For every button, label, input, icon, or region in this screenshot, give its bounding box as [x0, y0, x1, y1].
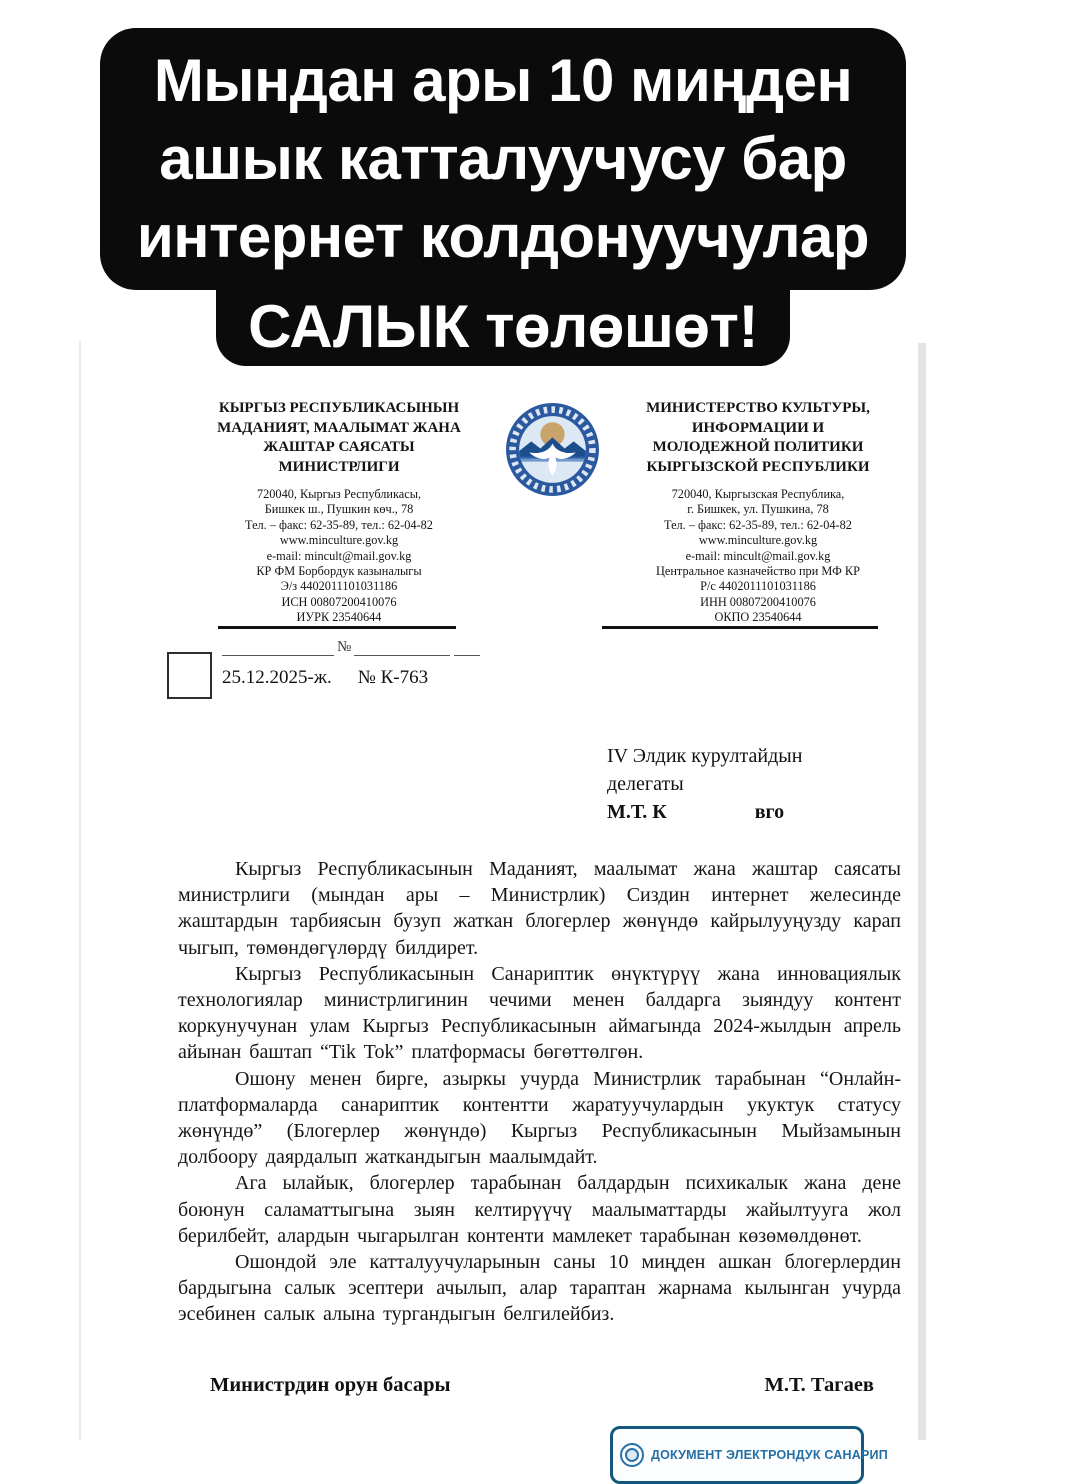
address-line: www.minculture.gov.kg — [698, 533, 818, 548]
blank-underline — [454, 637, 480, 656]
page-right-edge — [918, 343, 926, 1440]
ministry-title-line: МОЛОДЕЖНОЙ ПОЛИТИКИ — [652, 439, 864, 455]
blank-underline — [222, 637, 334, 656]
ministry-title-line: МИНИСТЕРСТВО КУЛЬТУРЫ, — [646, 400, 870, 416]
signer-name: М.Т. Тагаев — [764, 1374, 874, 1396]
ministry-title-kyrgyz — [183, 399, 495, 477]
paragraph-5: Ошондой эле катталуучуларынын саны 10 миңден ашкан блогерлердин бардыгына салык эсептери ачылып, алар тараптан жарнама кылынган учурда эсебинен салык алына тургандыгын белгилейбиз. — [178, 1251, 901, 1326]
address-line: КР ФМ Борбордук казыналыгы — [256, 564, 422, 579]
address-line: г. Бишкек, ул. Пушкина, 78 — [687, 502, 829, 517]
address-line: 720040, Кыргызская Республика, — [671, 487, 845, 501]
ministry-title-line: КЫРГЫЗ РЕСПУБЛИКАСЫНЫН — [218, 400, 460, 416]
stamp-label: ДОКУМЕНТ ЭЛЕКТРОНДУК САНАРИП — [651, 1448, 888, 1462]
paragraph-2: Кыргыз Республикасынын Санариптик өнүктүрүү жана инновациялык технологиялар министрлигинин чечими менен балдарга зыяндуу контент коркунучунан улам Кыргыз Республикасынын аймагында 2024-жылдын апрель айынан баштап “Tik Tok” платформасы бөгөттөлгөн. — [178, 962, 901, 1064]
address-line: Бишкек ш., Пушкин көч., 78 — [264, 502, 414, 517]
ministry-address-russian — [600, 487, 916, 626]
letter-body — [178, 856, 901, 1328]
stamp-emblem-icon — [620, 1443, 644, 1467]
ministry-address-kyrgyz — [183, 487, 495, 626]
addressee-block — [607, 742, 802, 826]
headline-line-3: интернет колдонуучулар — [136, 203, 870, 270]
signature-row — [210, 1374, 874, 1397]
address-line: Тел. – факс: 62-35-89, тел.: 62-04-82 — [664, 517, 852, 532]
digital-signature-stamp — [610, 1426, 888, 1484]
paragraph-4: Ага ылайык, блогерлер тарабынан балдардын психикалык жана дене боюнун саламаттыгына зыян келтирүүчү маалыматтарды жайылтууга жол берилбейт, алардын чыгарылган контенти мамлекет тарабынан көзөмөлдөнөт. — [178, 1172, 901, 1247]
paragraph-3: Ошону менен бирге, азыркы учурда Министрлик тарабынан “Онлайн-платформаларда санариптик контентти жаратуучулардын укуктук статусу жөнүндө” (Блогерлер жөнүндө) Кыргыз Республикасынын Мыйзамынын долбоору даярдалып жаткандыгын маалымдайт. — [178, 1067, 901, 1169]
addressee-line-1: IV Элдик курултайдын — [607, 745, 803, 767]
address-line: Тел. – факс: 62-35-89, тел.: 62-04-82 — [245, 517, 433, 532]
reference-blank-line — [222, 636, 480, 656]
address-line: ИНН 00807200410076 — [700, 594, 816, 609]
letterhead-divider-right — [602, 626, 878, 629]
paragraph-1: Кыргыз Республикасынын Маданият, маалымат жана жаштар саясаты министрлиги (мындан ары – Министрлик) Сиздин интернет желесинде жаштардын тарбиясын бузуп жаткан блогерлер жөнүндө кайрылууңузду карап чыгып, төмөндөгүлөрдү билдирет. — [178, 858, 901, 959]
document-number: № К-763 — [357, 667, 429, 688]
address-line: ИСН 00807200410076 — [281, 594, 397, 609]
address-line: 720040, Кыргыз Республикасы, — [256, 487, 422, 501]
address-line: Э/з 4402011101031186 — [280, 579, 398, 594]
headline-line-1: Мындан ары 10 миңден — [153, 47, 853, 114]
blank-underline — [354, 637, 450, 656]
address-line: e-mail: mincult@mail.gov.kg — [685, 548, 831, 563]
addressee-name-end: вго — [754, 801, 785, 823]
signer-position: Министрдин орун басары — [210, 1374, 451, 1396]
kyrgyz-state-emblem-icon — [504, 401, 601, 498]
addressee-name-start: М.Т. К — [607, 801, 667, 823]
registration-checkbox — [167, 652, 212, 699]
headline-line-2: ашык катталуучусу бар — [159, 125, 847, 192]
number-sign: № — [337, 639, 352, 655]
ministry-title-line: КЫРГЫЗСКОЙ РЕСПУБЛИКИ — [646, 458, 870, 475]
addressee-name — [607, 798, 802, 826]
address-line: Р/с 4402011101031186 — [700, 579, 816, 594]
ministry-title-line: МАДАНИЯТ, МААЛЫМАТ ЖАНА — [217, 419, 461, 436]
headline-banner — [100, 28, 906, 366]
document-date: 25.12.2025-ж. — [222, 667, 332, 688]
address-line: e-mail: mincult@mail.gov.kg — [266, 548, 412, 563]
addressee-line-2: делегаты — [607, 773, 684, 795]
ministry-title-russian — [600, 399, 916, 477]
page-left-edge — [79, 341, 81, 1440]
address-line: ИУРК 23540644 — [296, 610, 382, 625]
ministry-title-line: МИНИСТРЛИГИ — [278, 458, 400, 475]
reference-date-row — [222, 667, 428, 689]
letterhead-right-column — [600, 399, 916, 626]
letterhead-divider-left — [218, 626, 456, 629]
address-line: ОКПО 23540644 — [714, 610, 802, 625]
headline-line-4: САЛЫК төлөшөт! — [248, 293, 758, 360]
address-line: www.minculture.gov.kg — [279, 533, 399, 548]
letterhead-left-column — [183, 399, 495, 626]
headline-banner-main — [100, 28, 906, 290]
ministry-title-line: ИНФОРМАЦИИ И — [691, 419, 825, 436]
headline-banner-tab — [216, 288, 790, 366]
ministry-title-line: ЖАШТАР САЯСАТЫ — [263, 439, 415, 455]
address-line: Центральное казначейство при МФ КР — [656, 564, 860, 579]
